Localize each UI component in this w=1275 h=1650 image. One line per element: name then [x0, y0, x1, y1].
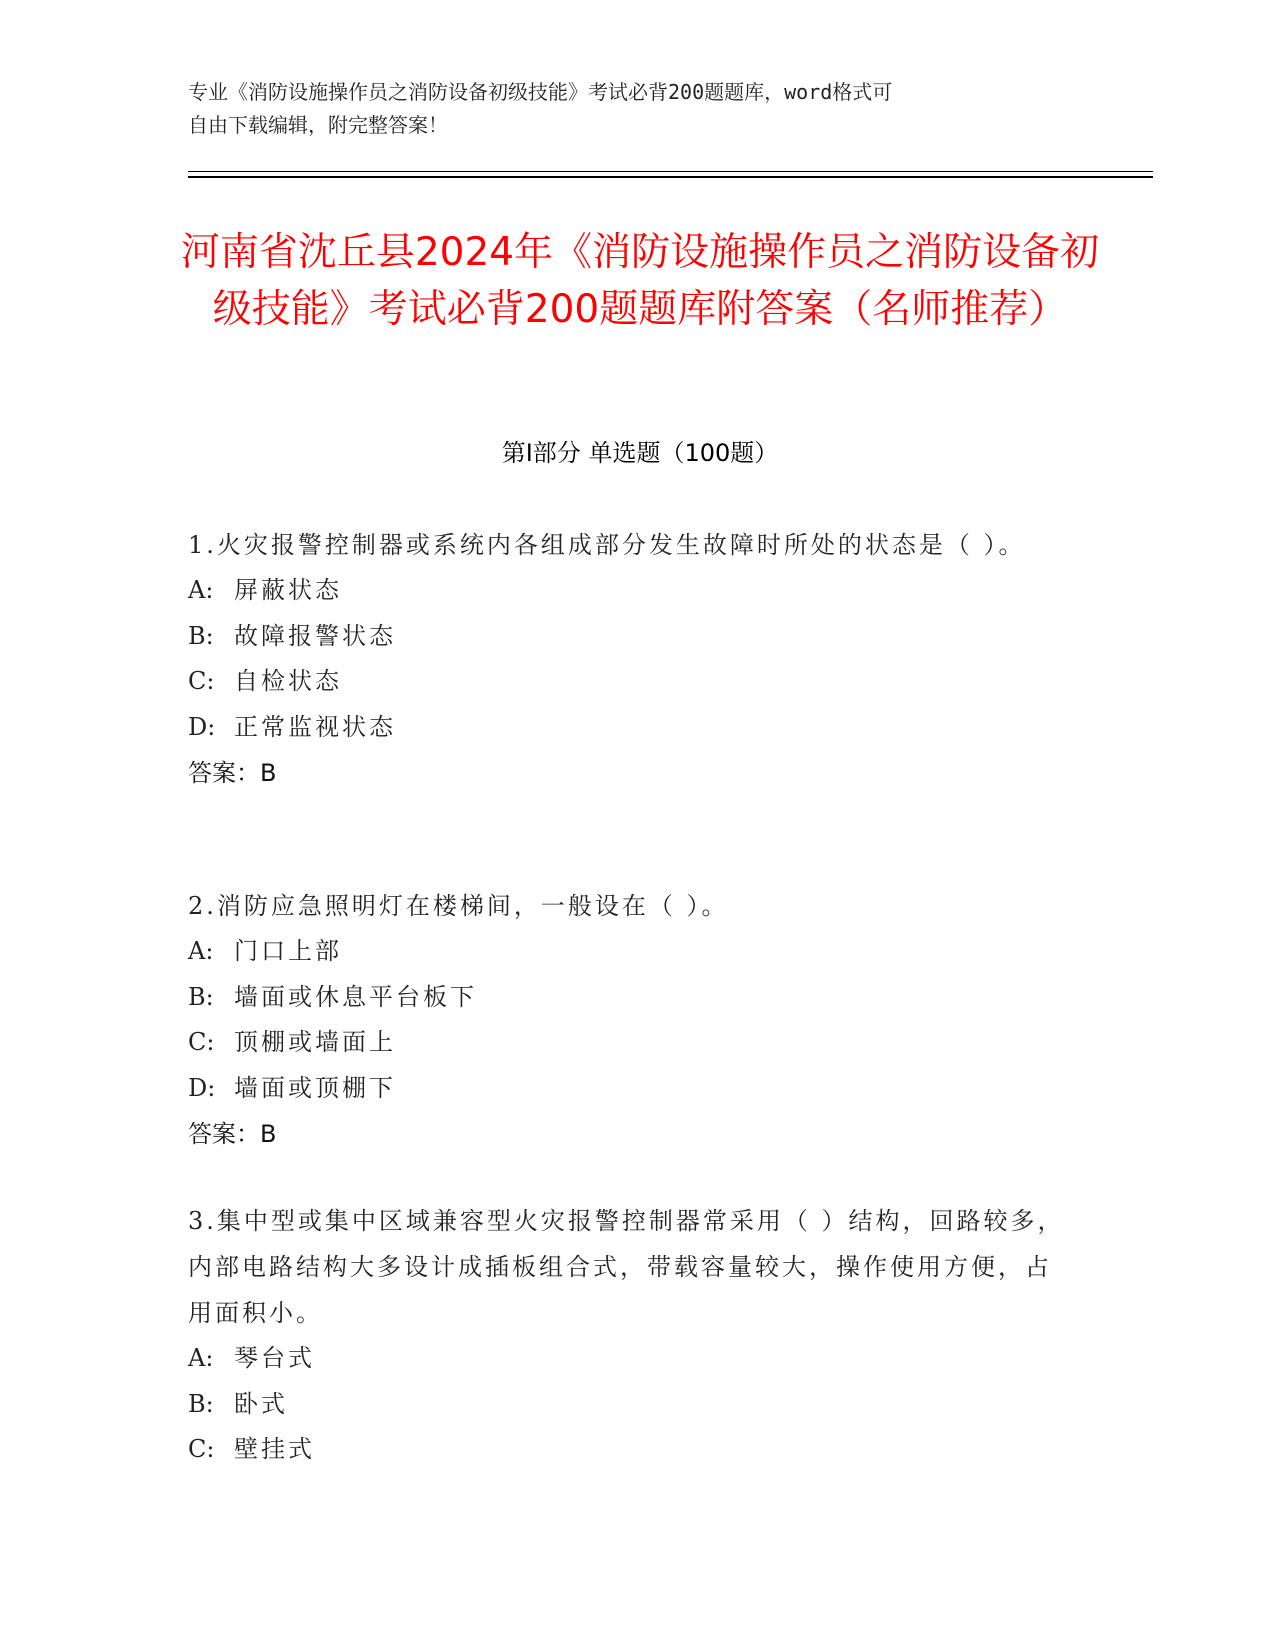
option-letter: D:: [188, 1073, 216, 1102]
option-letter: C:: [188, 667, 215, 695]
option-letter: C:: [188, 1435, 215, 1463]
question-stem: 3.集中型或集中区域兼容型火灾报警控制器常采用（ ）结构，回路较多，内部电路结构大多设计成插板组合式，带载容量较大，操作使用方便，占用面积小。: [188, 1207, 1065, 1327]
option-text: 墙面或顶棚下: [234, 1073, 396, 1102]
header-note-line-1: 专业《消防设施操作员之消防设备初级技能》考试必背200题题库，word格式可: [188, 80, 893, 104]
option-letter: C:: [188, 1028, 215, 1056]
option-letter: A:: [188, 1344, 214, 1372]
option-a: [188, 568, 1068, 614]
option-text: 门口上部: [234, 937, 342, 965]
document-title: 河南省沈丘县2024年《消防设施操作员之消防设备初级技能》考试必背200题题库附答案（名师推荐）: [180, 230, 1100, 332]
option-text: 故障报警状态: [234, 621, 396, 650]
option-c: [188, 1427, 1068, 1473]
option-d: [188, 705, 1068, 751]
option-d: [188, 1066, 1068, 1112]
section-heading: 第I部分 单选题（100题）: [501, 439, 779, 467]
option-text: 墙面或休息平台板下: [234, 982, 477, 1011]
option-text: 琴台式: [234, 1344, 315, 1372]
option-b: [188, 1382, 1068, 1428]
question-stem: 1.火灾报警控制器或系统内各组成部分发生故障时所处的状态是（ ）。: [188, 531, 1026, 559]
header-divider-thin: [188, 171, 1153, 172]
option-letter: B:: [188, 621, 214, 650]
option-letter: B:: [188, 1389, 214, 1418]
option-text: 壁挂式: [234, 1435, 315, 1463]
header-note: [188, 76, 1068, 142]
option-text: 正常监视状态: [234, 712, 396, 741]
question-2: [188, 883, 1068, 1157]
option-text: 顶棚或墙面上: [234, 1028, 396, 1056]
option-c: [188, 1020, 1068, 1066]
option-letter: B:: [188, 982, 214, 1011]
option-letter: A:: [188, 937, 214, 965]
option-text: 卧式: [234, 1389, 288, 1418]
answer-line: 答案：B: [188, 759, 277, 787]
option-a: [188, 1336, 1068, 1382]
header-divider-thick: [188, 176, 1153, 178]
option-letter: A:: [188, 576, 214, 604]
option-text: 屏蔽状态: [234, 576, 342, 604]
header-note-line-2: 自由下载编辑，附完整答案！: [188, 113, 448, 137]
question-1: [188, 522, 1068, 796]
question-stem: 2.消防应急照明灯在楼梯间，一般设在（ ）。: [188, 892, 729, 920]
answer-line: 答案：B: [188, 1120, 277, 1148]
option-b: [188, 975, 1068, 1021]
option-letter: D:: [188, 712, 216, 741]
option-text: 自检状态: [234, 667, 342, 695]
option-b: [188, 614, 1068, 660]
option-a: [188, 929, 1068, 975]
option-c: [188, 659, 1068, 705]
question-3: [188, 1198, 1068, 1473]
